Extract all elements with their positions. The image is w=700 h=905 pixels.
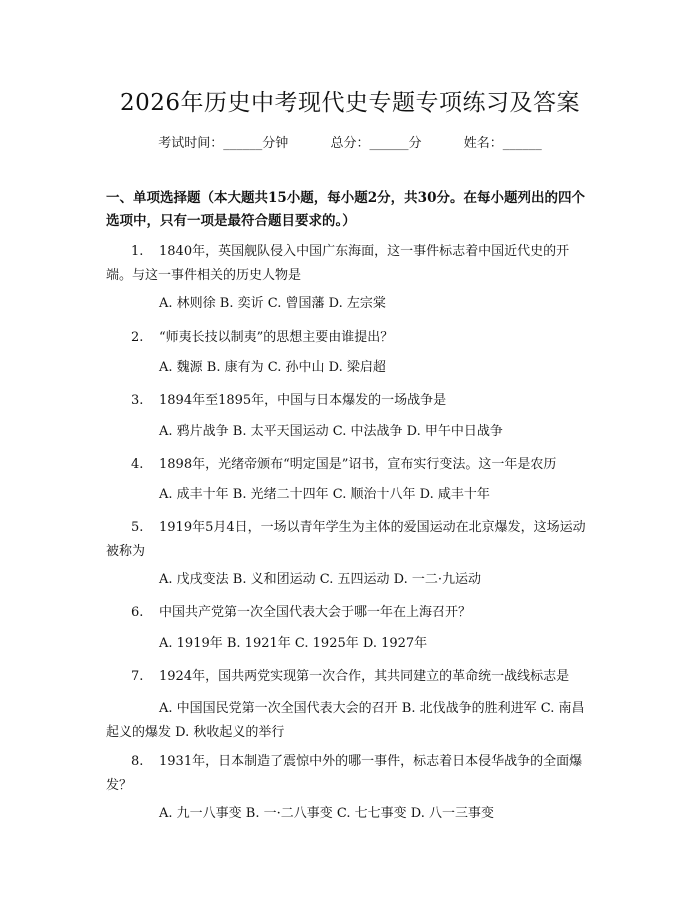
question-1	[106, 240, 590, 288]
question-text: 1840年，英国舰队侵入中国广东海面，这一事件标志着中国近代史的开端。与这一事件相关的历史人物是	[106, 244, 570, 283]
question-number: 8.	[131, 754, 144, 769]
question-text: 1924年，国共两党实现第一次合作，其共同建立的革命统一战线标志是	[159, 669, 570, 684]
question-number: 2.	[131, 330, 144, 345]
question-6-options: A. 1919年 B. 1921年 C. 1925年 D. 1927年	[159, 636, 428, 651]
question-8	[106, 750, 590, 798]
question-7	[106, 665, 590, 689]
question-text: 1919年5月4日，一场以青年学生为主体的爱国运动在北京爆发，这场运动被称为	[106, 520, 586, 559]
question-text: “师夷长技以制夷”的思想主要由谁提出？	[159, 330, 394, 345]
exam-name-field: 姓名：______	[463, 136, 542, 151]
question-number: 6.	[131, 605, 144, 620]
question-5-options: A. 戊戌变法 B. 义和团运动 C. 五四运动 D. 一二·九运动	[159, 572, 481, 587]
question-4	[106, 453, 590, 477]
question-number: 5.	[131, 520, 144, 535]
question-number: 7.	[131, 669, 144, 684]
question-number: 3.	[131, 393, 144, 408]
question-text: 中国共产党第一次全国代表大会于哪一年在上海召开？	[159, 605, 472, 620]
question-3	[106, 389, 590, 413]
exam-time-field: 考试时间：______分钟	[158, 136, 289, 151]
question-text: 1894年至1895年，中国与日本爆发的一场战争是	[159, 393, 447, 408]
question-1-options: A. 林则徐 B. 奕䜣 C. 曾国藩 D. 左宗棠	[159, 296, 386, 311]
question-8-options: A. 九一八事变 B. 一·二八事变 C. 七七事变 D. 八一三事变	[159, 806, 494, 821]
question-2	[106, 326, 590, 350]
question-5	[106, 516, 590, 564]
question-7-options: A. 中国国民党第一次全国代表大会的召开 B. 北伐战争的胜利进军 C. 南昌起义的爆发 D. 秋收起义的举行	[106, 701, 585, 740]
exam-score-field: 总分：______分	[330, 136, 422, 151]
section-heading: 一、单项选择题（本大题共15小题，每小题2分，共30分。在每小题列出的四个选项中，只有一项是最符合题目要求的。）	[106, 190, 585, 229]
question-text: 1931年，日本制造了震惊中外的哪一事件，标志着日本侵华战争的全面爆发？	[106, 754, 583, 793]
exam-title: 2026年历史中考现代史专题专项练习及答案	[119, 90, 581, 116]
question-2-options: A. 魏源 B. 康有为 C. 孙中山 D. 梁启超	[159, 360, 386, 375]
question-number: 4.	[131, 457, 144, 472]
question-number: 1.	[131, 244, 144, 259]
question-text: 1898年，光绪帝颁布“明定国是”诏书，宣布实行变法。这一年是农历	[159, 457, 557, 472]
question-4-options: A. 成丰十年 B. 光绪二十四年 C. 顺治十八年 D. 咸丰十年	[159, 487, 490, 502]
question-6	[106, 601, 590, 625]
exam-meta	[0, 132, 700, 151]
question-3-options: A. 鸦片战争 B. 太平天国运动 C. 中法战争 D. 甲午中日战争	[159, 424, 503, 439]
